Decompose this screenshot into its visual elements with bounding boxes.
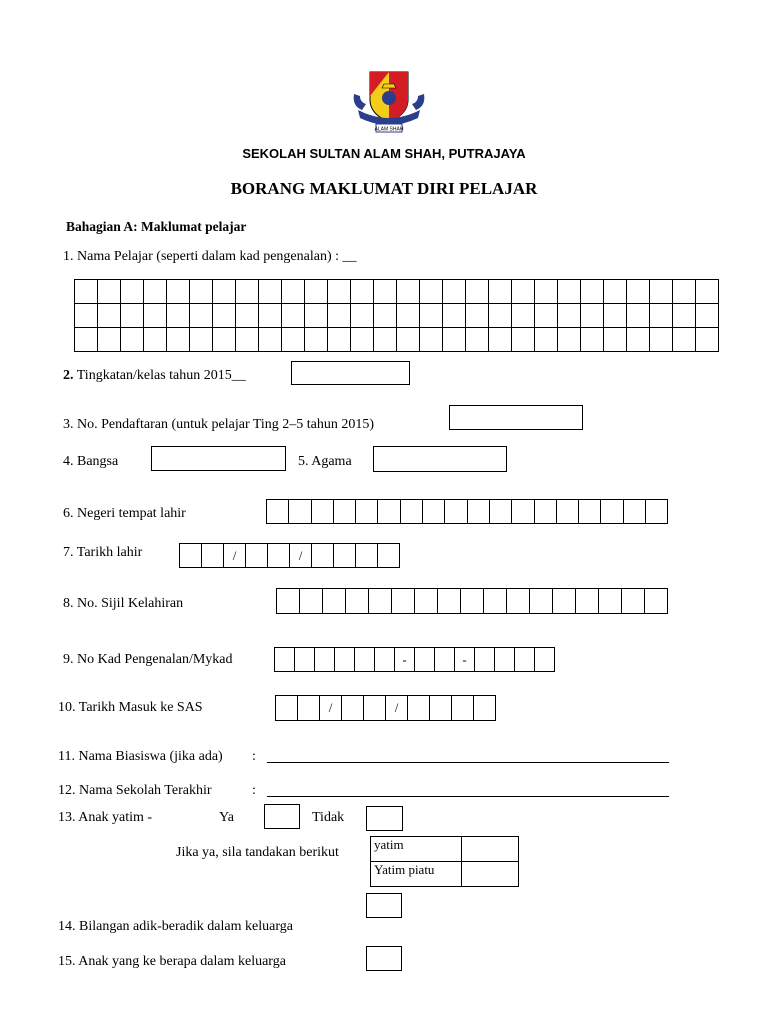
q9-label: 9. No Kad Pengenalan/Mykad (63, 652, 233, 667)
name-grid-row (75, 304, 719, 328)
entry-cell[interactable] (268, 543, 290, 568)
entry-cell[interactable] (275, 647, 295, 672)
birth-state-cells[interactable] (266, 499, 668, 524)
orphan-type-label: Yatim piatu (371, 862, 462, 887)
birth-cert-cells[interactable] (276, 588, 668, 614)
name-grid-cell[interactable] (696, 328, 719, 352)
name-grid-cell[interactable] (397, 304, 420, 328)
entry-cell[interactable] (356, 543, 378, 568)
name-grid-cell[interactable] (558, 304, 581, 328)
name-grid-cell[interactable] (466, 328, 489, 352)
name-grid-cell[interactable] (489, 328, 512, 352)
name-grid-cell[interactable] (489, 304, 512, 328)
scholarship-line[interactable] (267, 762, 669, 763)
name-grid-cell[interactable] (75, 328, 98, 352)
entry-cell[interactable] (438, 588, 461, 614)
name-grid-cell[interactable] (144, 328, 167, 352)
name-grid-cell[interactable] (581, 304, 604, 328)
name-grid-cell[interactable] (420, 304, 443, 328)
q11-colon: : (252, 749, 256, 764)
name-grid-cell[interactable] (604, 304, 627, 328)
entry-cell[interactable] (445, 499, 467, 524)
name-grid-cell[interactable] (673, 328, 696, 352)
student-name-grid[interactable] (74, 279, 719, 352)
entry-cell[interactable] (298, 695, 320, 721)
entry-cell[interactable] (530, 588, 553, 614)
name-grid-cell[interactable] (374, 280, 397, 304)
name-grid-cell[interactable] (420, 280, 443, 304)
name-grid-cell[interactable] (190, 328, 213, 352)
name-grid-row (75, 328, 719, 352)
name-grid-cell[interactable] (305, 280, 328, 304)
name-grid-cell[interactable] (650, 328, 673, 352)
name-grid-cell[interactable] (581, 280, 604, 304)
entry-cell[interactable] (342, 695, 364, 721)
name-grid-cell[interactable] (627, 328, 650, 352)
religion-input-box[interactable] (373, 446, 507, 472)
entry-cell[interactable] (507, 588, 530, 614)
name-grid-cell[interactable] (443, 280, 466, 304)
name-grid-cell[interactable] (167, 280, 190, 304)
q8-label: 8. No. Sijil Kelahiran (63, 596, 184, 611)
race-input-box[interactable] (151, 446, 286, 471)
name-grid-cell[interactable] (98, 304, 121, 328)
entry-cell[interactable] (392, 588, 415, 614)
orphan-type-checkbox[interactable] (462, 862, 519, 887)
q3-label: 3. No. Pendaftaran (untuk pelajar Ting 2–5 tahun 2015) (63, 417, 375, 432)
q13-note: Jika ya, sila tandakan berikut (176, 845, 339, 860)
name-grid-cell[interactable] (581, 328, 604, 352)
name-grid-cell[interactable] (374, 328, 397, 352)
name-grid-cell[interactable] (466, 280, 489, 304)
school-crest-logo (348, 66, 430, 136)
entry-cell[interactable] (180, 543, 202, 568)
name-grid-cell[interactable] (351, 280, 374, 304)
name-grid-cell[interactable] (236, 328, 259, 352)
entry-cell[interactable] (622, 588, 645, 614)
entry-cell[interactable] (495, 647, 515, 672)
orphan-yes-box[interactable] (264, 804, 300, 829)
entry-cell[interactable] (535, 647, 555, 672)
entry-cell[interactable] (430, 695, 452, 721)
entry-cell[interactable] (276, 695, 298, 721)
entry-cell[interactable] (289, 499, 311, 524)
name-grid-cell[interactable] (259, 280, 282, 304)
entry-cell[interactable] (315, 647, 335, 672)
entry-cell[interactable] (267, 499, 289, 524)
name-grid-cell[interactable] (696, 304, 719, 328)
name-grid-cell[interactable] (535, 280, 558, 304)
entry-cell[interactable] (475, 647, 495, 672)
name-grid-cell[interactable] (650, 304, 673, 328)
name-grid-cell[interactable] (259, 304, 282, 328)
separator-cell: / (224, 543, 246, 568)
last-school-line[interactable] (267, 796, 669, 797)
entry-cell[interactable] (461, 588, 484, 614)
name-grid-cell[interactable] (627, 280, 650, 304)
entry-cell[interactable] (515, 647, 535, 672)
name-grid-cell[interactable] (167, 304, 190, 328)
name-grid-cell[interactable] (121, 328, 144, 352)
q2-text: Tingkatan/kelas tahun 2015__ (73, 368, 246, 383)
q2-label (63, 368, 246, 384)
name-grid-cell[interactable] (213, 328, 236, 352)
entry-cell[interactable] (557, 499, 579, 524)
separator-cell: / (320, 695, 342, 721)
name-grid-cell[interactable] (328, 280, 351, 304)
name-grid-cell[interactable] (282, 304, 305, 328)
q4-label: 4. Bangsa (63, 454, 119, 469)
entry-cell[interactable] (490, 499, 512, 524)
name-grid-cell[interactable] (144, 280, 167, 304)
name-grid-cell[interactable] (75, 280, 98, 304)
name-grid-cell[interactable] (535, 304, 558, 328)
entry-cell[interactable] (300, 588, 323, 614)
name-grid-cell[interactable] (167, 328, 190, 352)
name-grid-cell[interactable] (98, 280, 121, 304)
q13-label: 13. Anak yatim - (58, 810, 153, 825)
entry-cell[interactable] (375, 647, 395, 672)
q5-label: 5. Agama (298, 454, 352, 469)
entry-cell[interactable] (408, 695, 430, 721)
name-grid-cell[interactable] (374, 304, 397, 328)
name-grid-cell[interactable] (305, 304, 328, 328)
q13-tidak-label: Tidak (312, 810, 345, 825)
entry-cell[interactable] (474, 695, 496, 721)
entry-cell[interactable] (645, 588, 668, 614)
name-grid-cell[interactable] (420, 328, 443, 352)
name-grid-cell[interactable] (98, 328, 121, 352)
separator-cell: / (290, 543, 312, 568)
child-order-box[interactable] (366, 946, 402, 971)
entry-cell[interactable] (335, 647, 355, 672)
entry-cell[interactable] (553, 588, 576, 614)
entry-cell[interactable] (295, 647, 315, 672)
name-grid-cell[interactable] (121, 304, 144, 328)
entry-cell[interactable] (512, 499, 534, 524)
q12-label: 12. Nama Sekolah Terakhir (58, 783, 212, 798)
entry-cell[interactable] (378, 499, 400, 524)
entry-cell[interactable] (415, 647, 435, 672)
name-grid-cell[interactable] (604, 328, 627, 352)
registration-no-box[interactable] (449, 405, 583, 430)
orphan-no-box[interactable] (366, 806, 403, 831)
entry-cell[interactable] (435, 647, 455, 672)
name-grid-cell[interactable] (673, 280, 696, 304)
separator-cell: - (395, 647, 415, 672)
entry-cell[interactable] (599, 588, 622, 614)
name-grid-cell[interactable] (259, 328, 282, 352)
entry-cell[interactable] (624, 499, 646, 524)
entry-cell[interactable] (535, 499, 557, 524)
name-grid-cell[interactable] (190, 280, 213, 304)
name-grid-cell[interactable] (558, 328, 581, 352)
orphan-type-row (371, 862, 519, 887)
name-grid-cell[interactable] (121, 280, 144, 304)
name-grid-cell[interactable] (627, 304, 650, 328)
entry-cell[interactable] (369, 588, 392, 614)
entry-cell[interactable] (323, 588, 346, 614)
name-grid-cell[interactable] (673, 304, 696, 328)
name-grid-cell[interactable] (144, 304, 167, 328)
q6-label: 6. Negeri tempat lahir (63, 506, 186, 521)
logo-motto-text: ALAM SHAH (374, 126, 404, 133)
entry-date-cells[interactable] (275, 695, 496, 721)
entry-cell[interactable] (364, 695, 386, 721)
name-grid-cell[interactable] (466, 304, 489, 328)
name-grid-cell[interactable] (535, 328, 558, 352)
q11-label: 11. Nama Biasiswa (jika ada) (58, 749, 223, 764)
entry-cell[interactable] (468, 499, 490, 524)
name-grid-cell[interactable] (282, 328, 305, 352)
name-grid-cell[interactable] (443, 304, 466, 328)
orphan-type-row (371, 837, 519, 862)
entry-cell[interactable] (401, 499, 423, 524)
q12-colon: : (252, 783, 256, 798)
name-grid-cell[interactable] (328, 328, 351, 352)
name-grid-cell[interactable] (558, 280, 581, 304)
entry-cell[interactable] (378, 543, 400, 568)
entry-cell[interactable] (601, 499, 623, 524)
entry-cell[interactable] (484, 588, 507, 614)
entry-cell[interactable] (356, 499, 378, 524)
name-grid-cell[interactable] (190, 304, 213, 328)
name-grid-cell[interactable] (305, 328, 328, 352)
school-name: SEKOLAH SULTAN ALAM SHAH, PUTRAJAYA (242, 146, 526, 161)
q1-label: 1. Nama Pelajar (seperti dalam kad pengenalan) : __ (63, 249, 357, 264)
name-grid-cell[interactable] (489, 280, 512, 304)
name-grid-cell[interactable] (512, 304, 535, 328)
entry-cell[interactable] (334, 543, 356, 568)
name-grid-cell[interactable] (236, 304, 259, 328)
name-grid-row (75, 280, 719, 304)
form-title: BORANG MAKLUMAT DIRI PELAJAR (230, 179, 538, 198)
name-grid-cell[interactable] (397, 280, 420, 304)
entry-cell[interactable] (202, 543, 224, 568)
birth-date-cells[interactable] (179, 543, 400, 568)
entry-cell[interactable] (579, 499, 601, 524)
entry-cell[interactable] (415, 588, 438, 614)
q14-label: 14. Bilangan adik-beradik dalam keluarga (58, 919, 293, 934)
orphan-type-table (370, 836, 519, 887)
name-grid-cell[interactable] (604, 280, 627, 304)
q2-number: 2. (63, 368, 74, 383)
name-grid-cell[interactable] (213, 280, 236, 304)
entry-cell[interactable] (312, 543, 334, 568)
q13-ya-label: Ya (219, 810, 234, 825)
name-grid-cell[interactable] (443, 328, 466, 352)
name-grid-cell[interactable] (282, 280, 305, 304)
entry-cell[interactable] (346, 588, 369, 614)
siblings-count-box[interactable] (366, 893, 402, 918)
separator-cell: - (455, 647, 475, 672)
entry-cell[interactable] (355, 647, 375, 672)
orphan-type-label: yatim (371, 837, 462, 862)
class-input-box[interactable] (291, 361, 410, 385)
entry-cell[interactable] (646, 499, 668, 524)
orphan-type-checkbox[interactable] (462, 837, 519, 862)
name-grid-cell[interactable] (351, 328, 374, 352)
name-grid-cell[interactable] (236, 280, 259, 304)
name-grid-cell[interactable] (512, 280, 535, 304)
ic-number-cells[interactable] (274, 647, 555, 672)
q7-label: 7. Tarikh lahir (63, 545, 143, 560)
separator-cell: / (386, 695, 408, 721)
entry-cell[interactable] (423, 499, 445, 524)
entry-cell[interactable] (334, 499, 356, 524)
q15-label: 15. Anak yang ke berapa dalam keluarga (58, 954, 286, 969)
q10-label: 10. Tarikh Masuk ke SAS (58, 700, 203, 715)
entry-cell[interactable] (576, 588, 599, 614)
name-grid-cell[interactable] (696, 280, 719, 304)
name-grid-cell[interactable] (512, 328, 535, 352)
name-grid-cell[interactable] (328, 304, 351, 328)
entry-cell[interactable] (452, 695, 474, 721)
section-a-heading: Bahagian A: Maklumat pelajar (66, 219, 247, 234)
entry-cell[interactable] (312, 499, 334, 524)
name-grid-cell[interactable] (351, 304, 374, 328)
name-grid-cell[interactable] (75, 304, 98, 328)
name-grid-cell[interactable] (213, 304, 236, 328)
name-grid-cell[interactable] (397, 328, 420, 352)
entry-cell[interactable] (246, 543, 268, 568)
entry-cell[interactable] (277, 588, 300, 614)
name-grid-cell[interactable] (650, 280, 673, 304)
